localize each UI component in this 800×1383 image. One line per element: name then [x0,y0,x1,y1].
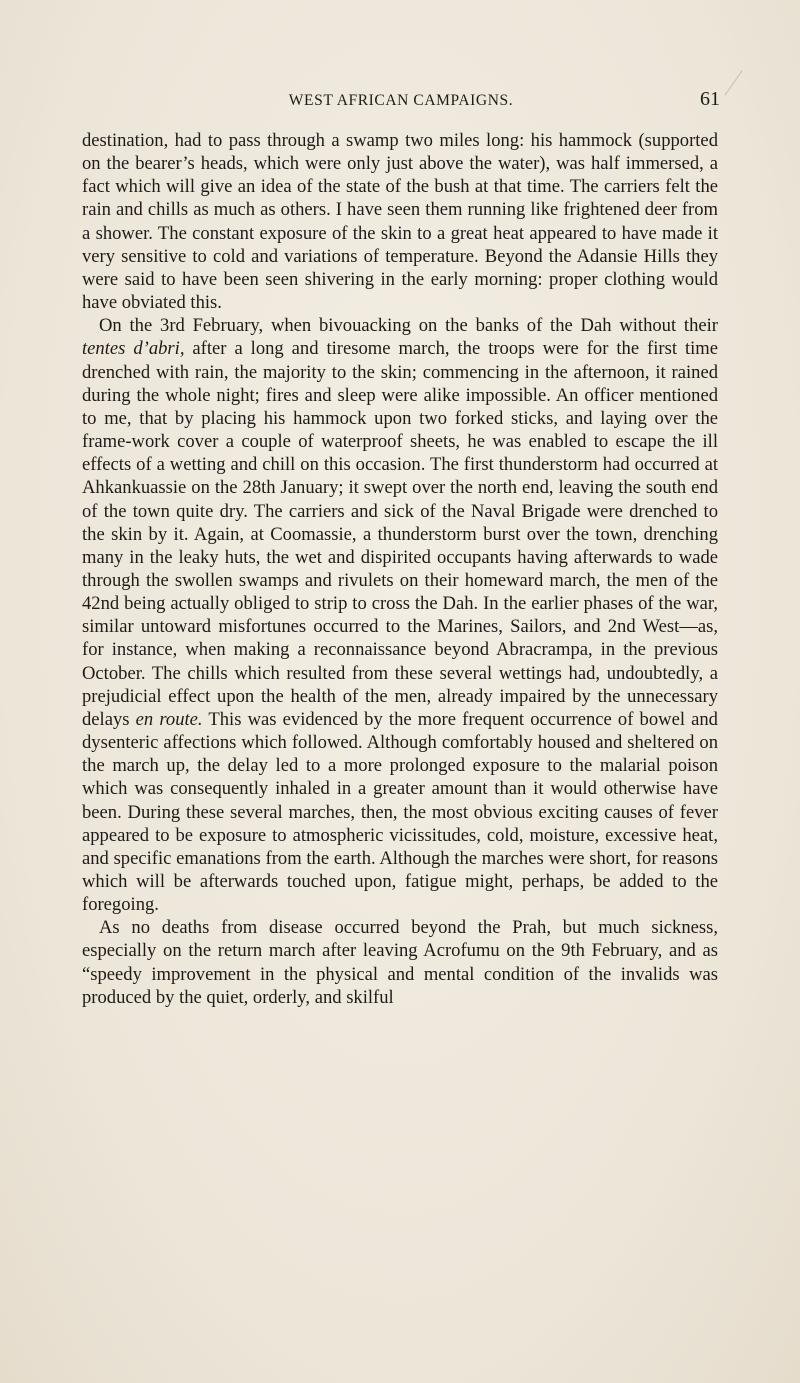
text-run: after a long and tiresome march, the troops were for the first time drenched with rain, the majority to the skin; commencing in the afternoon, it rained during the whole night; fires and sleep were alike impossible. An officer mentioned to me, that by placing his hammock upon two forked sticks, and laying over the frame-work cover a couple of waterproof sheets, he was enabled to escape the ill effects of a wetting and chill on this occasion. The first thunderstorm had occurred at Ahkankuassie on the 28th January; it swept over the north end, leaving the south end of the town quite dry. The carriers and sick of the Naval Brigade were drenched to the skin by it. Again, at Coomassie, a thunderstorm burst over the town, drenching many in the leaky huts, the wet and dispirited occupants having afterwards to wade through the swollen swamps and rivulets on their homeward march, the men of the 42nd being actually obliged to strip to cross the Dah. In the earlier phases of the war, similar untoward misfortunes occurred to the Marines, Sailors, and 2nd West—as, for instance, when making a reconnaissance beyond Abracrampa, in the previous October. The chills which resulted from these several wettings had, undoubtedly, a prejudicial effect upon the health of the men, already impaired by the unnecessary delays [82,338,718,730]
text-run: This was evidenced by the more frequent occurrence of bowel and dysenteric affections which followed. Although comfortably housed and sheltered on the march up, the delay led to a more prolonged exposure to the malarial poison which was consequently inhaled in a greater amount than it would otherwise have been. During these several marches, then, the most obvious exciting causes of fever appeared to be exposure to atmospheric vicissitudes, cold, moisture, excessive heat, and specific emanations from the earth. Although the marches were short, for reasons which will be afterwards touched upon, fatigue might, perhaps, be added to the foregoing. [82,708,718,916]
text-run: As no deaths from disease occurred beyond the Prah, but much sickness, especially on the return march after leaving Acrofumu on the 9th February, and as “speedy improvement in the physical and mental condition of the invalids was produced by the quiet, orderly, and skilful [82,917,718,1008]
running-head [82,88,720,116]
paragraph [82,314,718,916]
paragraph [82,916,718,1009]
italic-phrase: en route. [135,708,203,730]
page-corner-mark [724,70,742,95]
text-run: On the 3rd February, when bivouacking on the banks of the Dah without their [99,315,718,337]
body-text [82,129,718,1009]
running-title: WEST AFRICAN CAMPAIGNS. [288,92,514,109]
page-number: 61 [700,88,720,110]
paragraph [82,129,718,314]
italic-phrase: tentes d’abri, [82,338,185,360]
text-run: destination, had to pass through a swamp two miles long: his hammock (supported on the bearer’s heads, which were only just above the water), was half immersed, a fact which will give an idea of the state of the bush at that time. The carriers felt the rain and chills as much as others. I have seen them running like frightened deer from a shower. The constant exposure of the skin to a great heat appeared to have made it very sensitive to cold and variations of temperature. Beyond the Adansie Hills they were said to have been seen shivering in the early morning: proper clothing would have obviated this. [82,130,718,314]
